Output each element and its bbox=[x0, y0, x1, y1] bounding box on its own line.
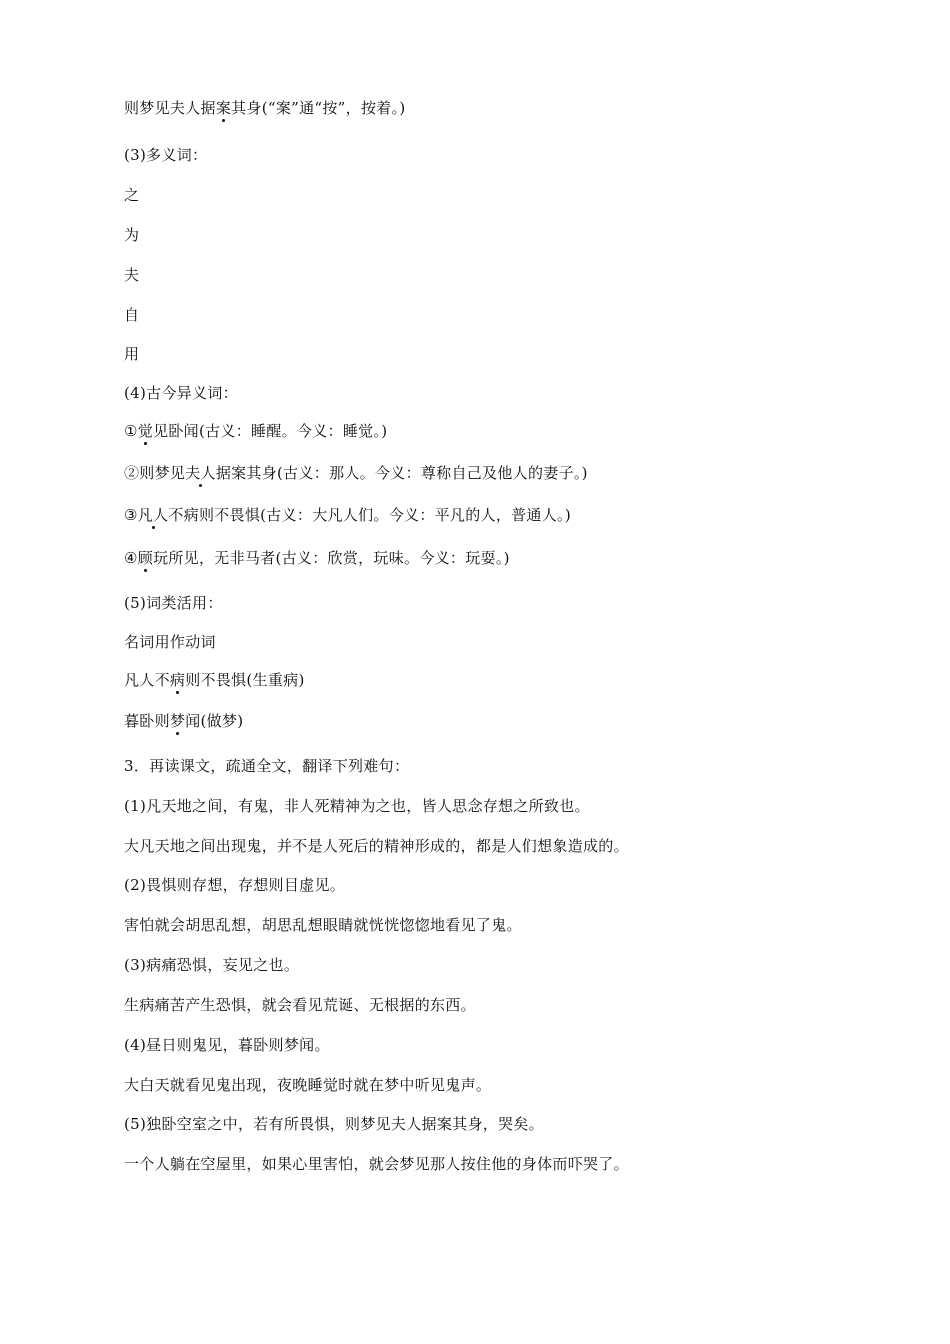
text-segment: (3)病痛恐惧，妄见之也。 bbox=[124, 956, 300, 974]
text-segment: 一个人躺在空屋里，如果心里害怕，就会梦见那人按住他的身体而吓哭了。 bbox=[124, 1155, 629, 1173]
translation-line bbox=[124, 836, 629, 856]
text-segment: (2)畏惧则存想，存想则目虚见。 bbox=[124, 876, 346, 894]
text-segment: (5)词类活用： bbox=[124, 594, 223, 612]
text-segment: 夫 bbox=[124, 266, 140, 284]
emphasized-word: 案 bbox=[215, 99, 232, 117]
text-line bbox=[124, 505, 571, 525]
text-segment: 见卧闻(古义：睡醒。今义：睡觉。) bbox=[153, 422, 388, 440]
text-segment: (3)多义词： bbox=[124, 146, 208, 164]
section-heading bbox=[124, 756, 409, 776]
translation-line bbox=[124, 1154, 629, 1174]
text-segment: 为 bbox=[124, 226, 140, 244]
section-heading bbox=[124, 593, 223, 613]
emphasized-word: 梦 bbox=[169, 712, 186, 730]
text-segment: 名词用作动词 bbox=[124, 633, 216, 651]
emphasized-word: 凡人 bbox=[137, 506, 169, 524]
text-segment: 暮卧则 bbox=[124, 712, 170, 730]
translation-line bbox=[124, 1075, 491, 1095]
translation-line bbox=[124, 915, 522, 935]
emphasized-word: 觉 bbox=[137, 422, 154, 440]
text-segment: ④ bbox=[124, 549, 138, 567]
emphasized-word: 病 bbox=[169, 671, 186, 689]
text-line bbox=[124, 98, 406, 118]
text-segment: 害怕就会胡思乱想，胡思乱想眼睛就恍恍惚惚地看见了鬼。 bbox=[124, 916, 522, 934]
question-line bbox=[124, 1035, 330, 1055]
text-segment: 则不畏惧(生重病) bbox=[185, 671, 305, 689]
question-line bbox=[124, 875, 345, 895]
text-segment: 闻(做梦) bbox=[185, 712, 244, 730]
text-line bbox=[124, 344, 139, 364]
translation-line bbox=[124, 995, 476, 1015]
text-segment: 大凡天地之间出现鬼，并不是人死后的精神形成的，都是人们想象造成的。 bbox=[124, 837, 629, 855]
text-line bbox=[124, 632, 216, 652]
text-segment: 玩所见，无非马者(古义：欣赏，玩味。今义：玩耍。) bbox=[153, 549, 510, 567]
text-segment: ②则梦见 bbox=[124, 464, 186, 482]
text-line bbox=[124, 463, 588, 483]
emphasized-word: 顾 bbox=[137, 549, 154, 567]
text-segment: (4)古今异义词： bbox=[124, 384, 238, 402]
text-segment: 不病则不畏惧(古义：大凡人们。今义：平凡的人，普通人。) bbox=[168, 506, 571, 524]
text-segment: 自 bbox=[124, 306, 140, 324]
text-line bbox=[124, 421, 387, 441]
text-segment: ③ bbox=[124, 506, 138, 524]
text-segment: (4)昼日则鬼见，暮卧则梦闻。 bbox=[124, 1036, 330, 1054]
text-line bbox=[124, 305, 139, 325]
text-line bbox=[124, 548, 510, 568]
text-segment: 之 bbox=[124, 186, 140, 204]
text-segment: 3．再读课文，疏通全文，翻译下列难句： bbox=[124, 757, 410, 775]
text-segment: 其身(“案”通“按”，按着。) bbox=[231, 99, 406, 117]
section-heading bbox=[124, 383, 238, 403]
text-segment: 凡人不 bbox=[124, 671, 170, 689]
section-heading bbox=[124, 145, 207, 165]
text-segment: 则梦见夫人据 bbox=[124, 99, 216, 117]
question-line bbox=[124, 1114, 544, 1134]
text-line bbox=[124, 265, 139, 285]
emphasized-word: 夫人 bbox=[185, 464, 216, 482]
text-line bbox=[124, 185, 139, 205]
text-segment: (5)独卧空室之中，若有所畏惧，则梦见夫人据案其身，哭矣。 bbox=[124, 1115, 544, 1133]
text-segment: 用 bbox=[124, 345, 140, 363]
text-line bbox=[124, 670, 305, 690]
text-line bbox=[124, 225, 139, 245]
text-segment: ① bbox=[124, 422, 138, 440]
text-segment: 生病痛苦产生恐惧，就会看见荒诞、无根据的东西。 bbox=[124, 996, 476, 1014]
text-segment: 据案其身(古义：那人。今义：尊称自己及他人的妻子。) bbox=[215, 464, 588, 482]
text-segment: (1)凡天地之间，有鬼，非人死精神为之也，皆人思念存想之所致也。 bbox=[124, 797, 590, 815]
question-line bbox=[124, 796, 590, 816]
question-line bbox=[124, 955, 299, 975]
text-line bbox=[124, 711, 243, 731]
text-segment: 大白天就看见鬼出现，夜晚睡觉时就在梦中听见鬼声。 bbox=[124, 1076, 492, 1094]
